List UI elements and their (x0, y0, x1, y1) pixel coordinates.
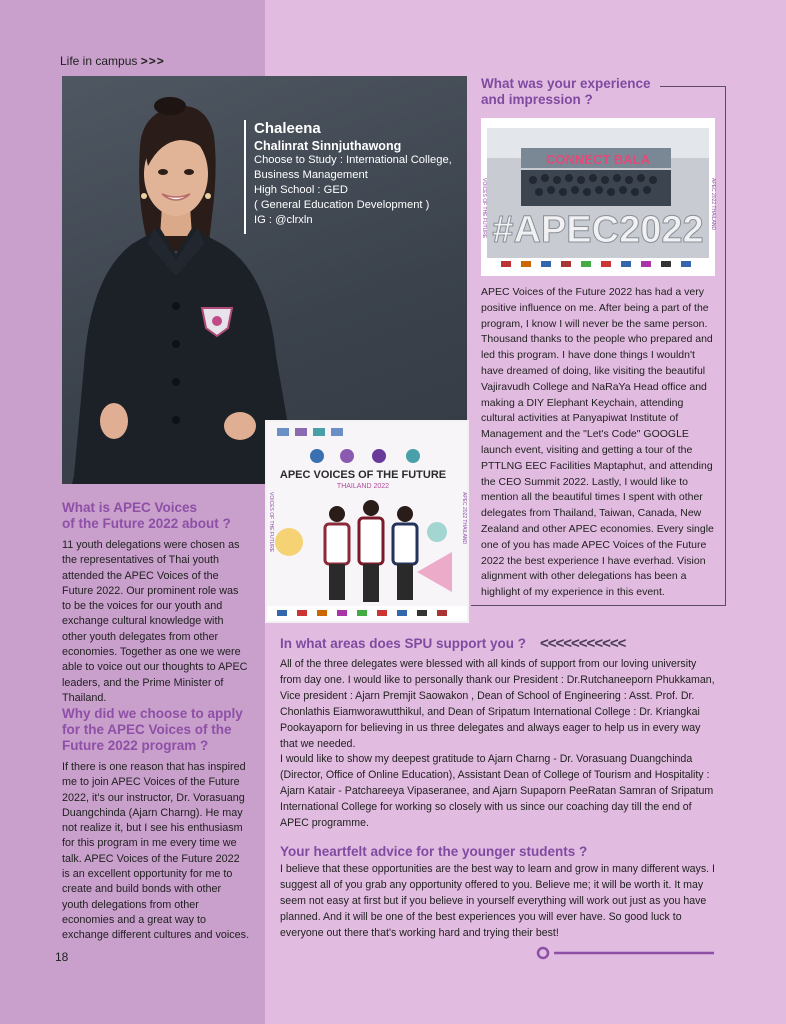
q1-body: 11 youth delegations were chosen as the representatives of Thai youth attended the APEC Voices of the Future 2022. Our prominent role was to be the voices for our youth and exchange cultural knowledge with other youth delegates from other economies. Together as one we were able to voice out our thoughts to APEC leaders, and the Prime Minister of Thailand. (62, 539, 248, 704)
q1-heading-line-2: of the Future 2022 about ? (62, 516, 231, 531)
q5-heading: Your heartfelt advice for the younger students ? (280, 844, 588, 859)
profile-school-2: ( General Education Development ) (254, 199, 430, 211)
q4-body-1: All of the three delegates were blessed with all kinds of support from our loving university from day one. I would like to personally thank our President : Dr.Rutchaneeporn Phukkaman, Vice president : Ajarn Premjit Saowakon , Dean of School of Engineering : Asst. Prof. Dr. Chonlathis Eiamworawutthikul, and Dean of Sripatum International College : Dr. Kriangkai Pookayaporn for believing in us three delegates and always eager to help us in every way that we needed. (280, 658, 715, 750)
profile-card (244, 120, 466, 234)
profile-ig: IG : @clrxln (254, 214, 313, 226)
q2-heading-line-2: for the APEC Voices of the (62, 722, 232, 737)
event-side-left: VOICES OF THE FUTURE (268, 492, 274, 553)
exp-side-right: APEC 2022 THAILAND (710, 178, 716, 231)
q4-heading: In what areas does SPU support you ? (280, 636, 527, 651)
exp-sign-text: CONNECT BALA (546, 152, 650, 167)
q2-heading-line-3: Future 2022 program ? (62, 738, 209, 753)
section-tag-arrows: >>> (140, 54, 165, 68)
apec-group-photo-icon (267, 422, 467, 621)
q1-heading (62, 500, 231, 532)
q1-heading-line-1: What is APEC Voices (62, 500, 198, 515)
q2-body: If there is one reason that has inspired me to join APEC Voices of the Future 2022, it's our instructor, Dr. Vorasuang Duangchinda (Ajarn Charng). He may not realize it, but I see his enthusiasm for this program in me every time we talk. APEC Voices of the Future 2022 is an excellent opportunity for me to create and build bonds with other youth delegations from other economies and a great way to exchange different cultures and voices. (62, 761, 250, 942)
q2-heading (62, 706, 243, 754)
exp-side-left: VOICES OF THE FUTURE (481, 178, 487, 239)
q3-body: APEC Voices of the Future 2022 has had a very positive influence on me. After being a part of the program, I know I will never be the same person. Thousand thanks to the people who prepared and led this program. I have done things I wouldn't have dreamed of doing, like visiting the beautiful Vajiravudh College and NaRaYa Head office and making a DIY Elephant Keychain, attending cultural activities at Panyapiwat Institute of Management and the "Let's Code" GOOGLE launch event, visiting and getting a tour of the PTTLNG EEC Facilities Maptaphut, and attending the CEO Summit 2022. Lastly, I would like to mention all the beautiful times I spent with other delegates from Thailand, Taiwan, Canada, New Zealand and other APEC economies. Every single one of you has made APEC Voices of the Future 2022 the best experience I have everhad. Vision alignment with other delegations has been a highlight of my experience in this event. (481, 286, 714, 599)
section-tag (60, 54, 165, 68)
q3-heading (481, 76, 651, 108)
event-photo (265, 420, 469, 623)
profile-full-name: Chalinrat Sinnjuthawong (254, 139, 402, 153)
experience-frame-top-line (660, 86, 726, 87)
profile-school: High School : GED (254, 184, 348, 196)
q5-body: I believe that these opportunities are the best way to learn and grow in many different ways. I suggest all of you grab any opportunity offered to you. Believe me; it will be worth it. It may seem not easy at first but if you believe in yourself everything will work out just as you have planned. And it will be one of the best experiences you will ever have. So good luck to everyone out there that's working hard and trying their best! (280, 863, 715, 939)
q3-heading-line-2: and impression ? (481, 92, 593, 107)
section-tag-label: Life in campus (60, 54, 138, 68)
exp-big-text: #APEC2022 (492, 209, 704, 251)
event-subtitle: THAILAND 2022 (336, 483, 390, 490)
profile-first-name: Chaleena (254, 120, 321, 137)
page-number: 18 (55, 950, 69, 964)
profile-study: Choose to Study : International College, (254, 154, 452, 166)
q3-heading-line-1: What was your experience (481, 76, 651, 91)
circle-dot-icon (536, 946, 716, 960)
event-side-right: APEC 2022 THAILAND (461, 492, 467, 545)
q2-heading-line-1: Why did we choose to apply (62, 706, 243, 721)
profile-study-2: Business Management (254, 169, 368, 181)
q4-body-2: I would like to show my deepest gratitude to Ajarn Charng - Dr. Vorasuang Duangchinda (Director, Office of Online Education), Assistant Dean of College of Tourism and Hospitality : Ajarn Katair - Patchareeya Vipaseranee, and Ajarn Supaporn PeeRatan Samran of Sripatum International College for working so closely with us since our coaching day till the end of APEC programme. (280, 753, 714, 829)
event-title: APEC VOICES OF THE FUTURE (279, 469, 447, 481)
chevrons-left-icon: <<<<<<<<<<< (540, 635, 626, 652)
